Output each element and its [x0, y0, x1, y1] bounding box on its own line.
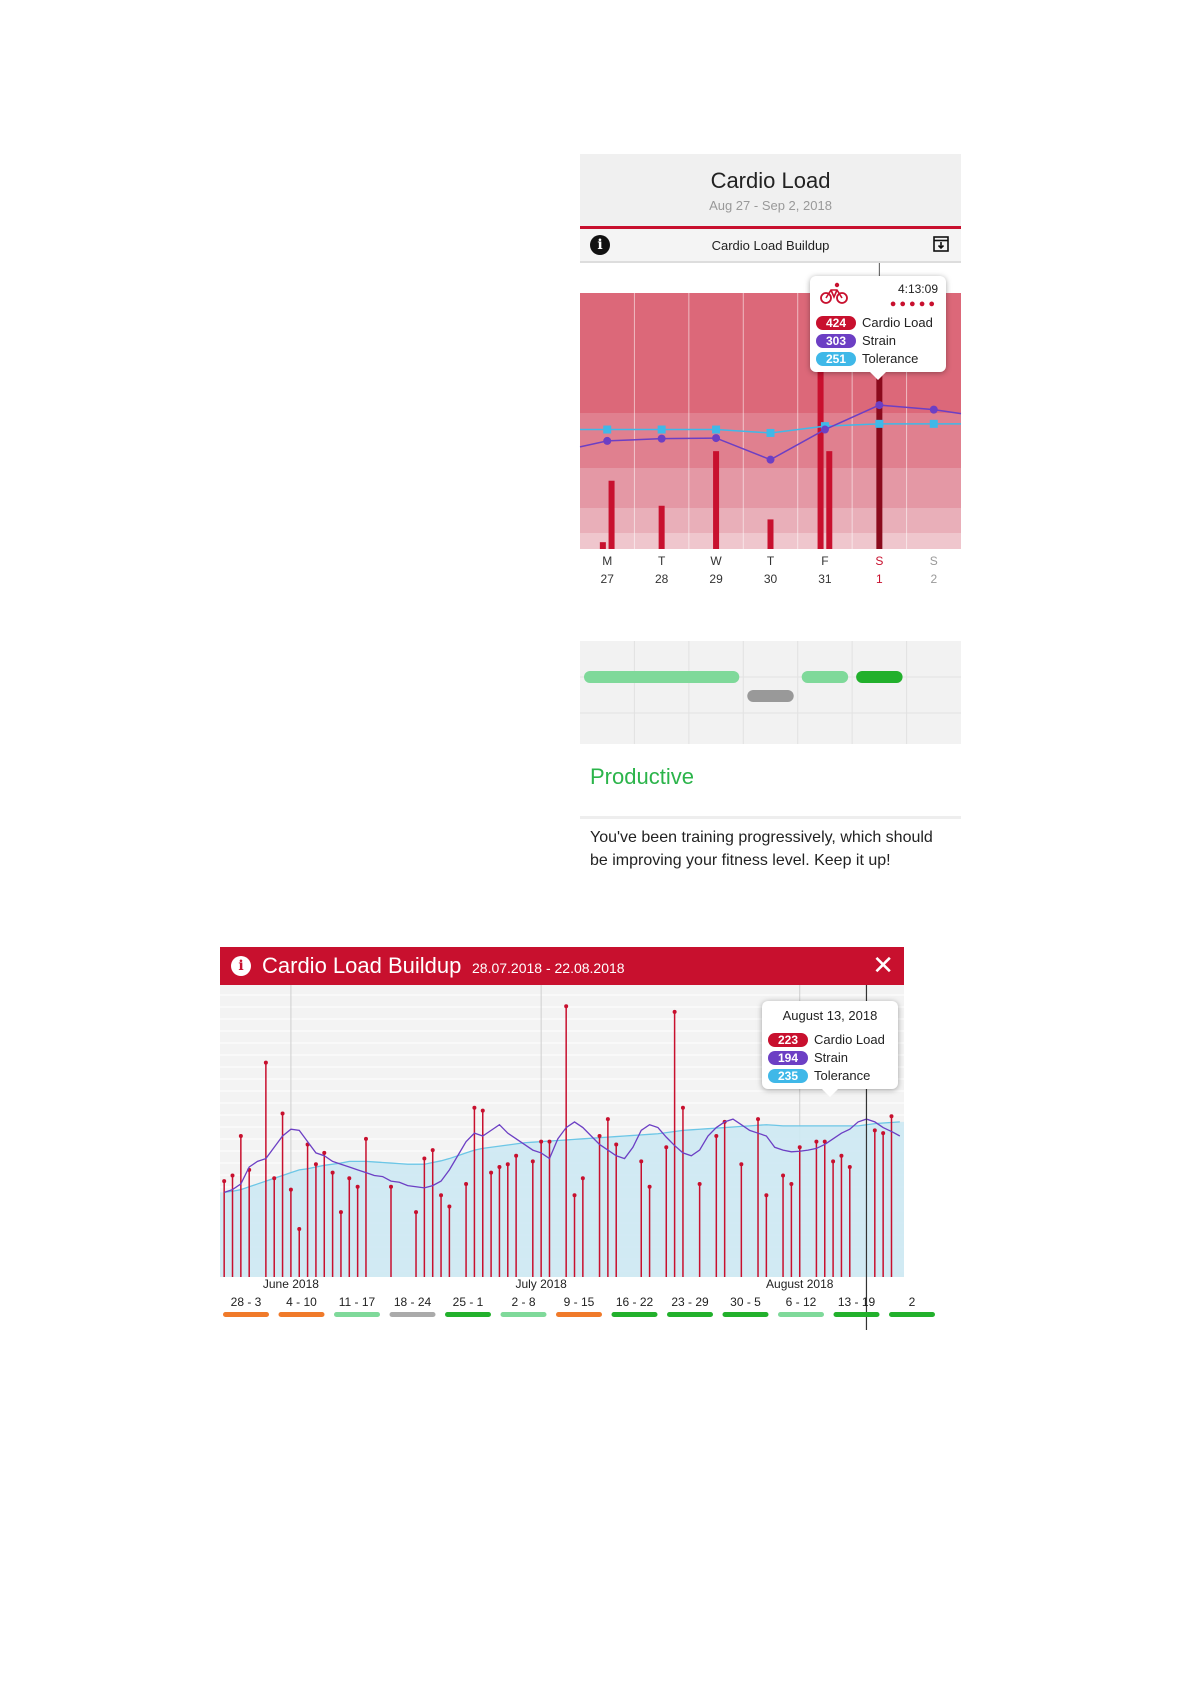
- week-status-bar: [556, 1312, 602, 1317]
- cardio-load-point: [814, 1140, 818, 1144]
- cardio-load-bar: [600, 542, 606, 549]
- day-date-label: 28: [654, 572, 669, 586]
- day-date-label: 31: [818, 572, 832, 586]
- cardio-load-point: [431, 1148, 435, 1152]
- cardio-load-point: [364, 1137, 368, 1141]
- week-label: 9 - 15: [563, 1295, 595, 1309]
- week-status-bar: [889, 1312, 935, 1317]
- cardio-load-point: [789, 1182, 793, 1186]
- cardio-load-bar: [659, 506, 665, 549]
- cardio-load-point: [506, 1162, 510, 1166]
- tooltip-row-tolerance: [768, 1067, 870, 1083]
- day-of-week-label: T: [766, 554, 775, 568]
- week-status-bar: [279, 1312, 325, 1317]
- week-label: 4 - 10: [286, 1295, 317, 1309]
- day-date-label: 27: [600, 572, 614, 586]
- cardio-load-point: [314, 1162, 318, 1166]
- cardio-load-point: [739, 1162, 743, 1166]
- cardio-load-point: [606, 1117, 610, 1121]
- info-icon[interactable]: i: [231, 956, 251, 976]
- cardio-load-point: [289, 1188, 293, 1192]
- week-label: 28 - 3: [230, 1295, 262, 1309]
- cardio-load-point: [714, 1134, 718, 1138]
- cardio-load-point: [222, 1179, 226, 1183]
- tooltip-row-strain: [816, 332, 896, 348]
- cardio-load-point: [422, 1157, 426, 1161]
- buildup-title: Cardio Load Buildup: [262, 953, 462, 978]
- cardio-load-point: [497, 1165, 501, 1169]
- day-of-week-label: S: [875, 554, 884, 568]
- week-label: 30 - 5: [730, 1295, 761, 1309]
- section-divider: [580, 816, 961, 819]
- week-label: 13 - 19: [837, 1295, 876, 1309]
- week-status-bar: [723, 1312, 769, 1317]
- cardio-load-point: [664, 1145, 668, 1149]
- tolerance-value: 251: [816, 352, 856, 366]
- day-of-week-label: F: [821, 554, 829, 568]
- strain-point: [875, 401, 883, 409]
- chart-toolbar: [580, 229, 961, 263]
- week-status-bar: [834, 1312, 880, 1317]
- training-status: Productive: [590, 764, 694, 789]
- cardio-load-point: [764, 1193, 768, 1197]
- strain-label: Strain: [814, 1050, 848, 1066]
- month-label: June 2018: [262, 1277, 319, 1291]
- week-label: 2 - 8: [511, 1295, 536, 1309]
- strain-value: 303: [816, 334, 856, 348]
- buildup-title-bar: [220, 947, 904, 985]
- day-date-label: 2: [930, 572, 938, 586]
- tolerance-label: Tolerance: [814, 1068, 871, 1084]
- cardio-load-value: 424: [816, 316, 856, 330]
- cardio-load-bar: [826, 451, 832, 549]
- chart-tooltip: [810, 276, 946, 372]
- tolerance-point: [930, 420, 938, 428]
- cardio-load-point: [414, 1210, 418, 1214]
- status-segment: [856, 671, 902, 683]
- chart-title: Cardio Load Buildup: [711, 238, 830, 253]
- tolerance-point: [658, 426, 666, 434]
- day-of-week-label: W: [710, 554, 722, 568]
- cardio-load-bar: [713, 451, 719, 549]
- strain-point: [930, 406, 938, 414]
- day-of-week-label: S: [929, 554, 938, 568]
- buildup-tooltip: [762, 1001, 898, 1089]
- day-date-label: 29: [709, 572, 723, 586]
- tolerance-value: 235: [768, 1069, 808, 1083]
- cardio-load-point: [514, 1154, 518, 1158]
- strain-point: [712, 434, 720, 442]
- cardio-load-point: [389, 1185, 393, 1189]
- cardio-load-point: [481, 1109, 485, 1113]
- week-label: 18 - 24: [393, 1295, 432, 1309]
- cardio-load-point: [756, 1117, 760, 1121]
- cardio-load-point: [339, 1210, 343, 1214]
- cardio-load-point: [297, 1227, 301, 1231]
- cardio-load-point: [889, 1114, 893, 1118]
- strain-label: Strain: [862, 333, 896, 349]
- strain-value: 194: [768, 1051, 808, 1065]
- load-zone-band: [580, 468, 961, 508]
- week-label: 2: [908, 1295, 916, 1309]
- cardio-load-point: [598, 1134, 602, 1138]
- cardio-load-point: [272, 1176, 276, 1180]
- tooltip-row-cardio-load: [768, 1031, 885, 1047]
- cardio-load-point: [539, 1140, 543, 1144]
- cardio-load-value: 223: [768, 1033, 808, 1047]
- cardio-load-point: [531, 1159, 535, 1163]
- intensity-dots: ●●●●●: [889, 298, 938, 310]
- tolerance-label: Tolerance: [862, 351, 919, 367]
- session-duration: 4:13:09: [897, 282, 938, 296]
- cardio-load-point: [564, 1004, 568, 1008]
- export-icon[interactable]: [933, 236, 949, 252]
- week-status-bar: [223, 1312, 269, 1317]
- cardio-load-point: [848, 1165, 852, 1169]
- cardio-load-point: [547, 1140, 551, 1144]
- cardio-load-point: [831, 1159, 835, 1163]
- cardio-load-point: [231, 1173, 235, 1177]
- strain-point: [658, 435, 666, 443]
- day-of-week-label: M: [602, 554, 613, 568]
- screen-header: [580, 154, 961, 226]
- week-label: 11 - 17: [338, 1295, 376, 1309]
- week-label: 25 - 1: [452, 1295, 484, 1309]
- cardio-load-point: [331, 1171, 335, 1175]
- strain-point: [767, 456, 775, 464]
- week-label: 23 - 29: [671, 1295, 709, 1309]
- tolerance-point: [767, 429, 775, 437]
- status-segment: [802, 671, 848, 683]
- day-date-label: 1: [876, 572, 883, 586]
- cardio-load-point: [673, 1010, 677, 1014]
- cardio-load-point: [839, 1154, 843, 1158]
- cardio-load-point: [439, 1193, 443, 1197]
- cardio-load-point: [356, 1185, 360, 1189]
- cardio-load-screen: [580, 154, 961, 897]
- cardio-load-point: [322, 1151, 326, 1155]
- close-icon[interactable]: ✕: [872, 950, 894, 980]
- week-status-bar: [667, 1312, 713, 1317]
- cardio-load-label: Cardio Load: [862, 315, 933, 331]
- strain-point: [603, 437, 611, 445]
- strain-point: [821, 426, 829, 434]
- tooltip-row-tolerance: [816, 350, 918, 366]
- tolerance-point: [712, 426, 720, 434]
- week-status-bar: [445, 1312, 491, 1317]
- week-label: 16 - 22: [615, 1295, 654, 1309]
- cardio-load-point: [681, 1106, 685, 1110]
- cardio-load-point: [281, 1111, 285, 1115]
- cycling-icon: [820, 282, 848, 304]
- tooltip-date: August 13, 2018: [782, 1008, 878, 1023]
- tolerance-point: [603, 426, 611, 434]
- cardio-load-point: [464, 1182, 468, 1186]
- status-segment: [584, 671, 739, 683]
- date-range: Aug 27 - Sep 2, 2018: [709, 198, 832, 213]
- buildup-date-range: 28.07.2018 - 22.08.2018: [472, 960, 625, 976]
- cardio-load-point: [573, 1193, 577, 1197]
- cardio-load-point: [581, 1176, 585, 1180]
- cardio-load-point: [472, 1106, 476, 1110]
- week-status-bar: [390, 1312, 436, 1317]
- status-segment: [747, 690, 793, 702]
- page-title: Cardio Load: [710, 168, 831, 193]
- cardio-load-point: [264, 1061, 268, 1065]
- cardio-load-point: [798, 1145, 802, 1149]
- tooltip-row-strain: [768, 1049, 848, 1065]
- cardio-load-buildup-panel: [220, 947, 916, 1330]
- cardio-load-point: [648, 1185, 652, 1189]
- month-label: July 2018: [515, 1277, 567, 1291]
- info-icon[interactable]: i: [590, 235, 610, 255]
- cardio-load-bar: [609, 481, 615, 549]
- cardio-load-point: [614, 1142, 618, 1146]
- cardio-load-point: [698, 1182, 702, 1186]
- cardio-load-point: [447, 1205, 451, 1209]
- tooltip-row-cardio-load: [816, 314, 933, 330]
- week-status-bar: [778, 1312, 824, 1317]
- cardio-load-label: Cardio Load: [814, 1032, 885, 1048]
- day-of-week-label: T: [657, 554, 666, 568]
- status-message: You've been training progressively, which should be improving your fitness level. Keep it up!: [590, 829, 933, 869]
- cardio-load-point: [489, 1171, 493, 1175]
- tolerance-point: [875, 420, 883, 428]
- week-status-bar: [334, 1312, 380, 1317]
- cardio-load-point: [347, 1176, 351, 1180]
- week-status-bar: [501, 1312, 547, 1317]
- cardio-load-point: [881, 1131, 885, 1135]
- cardio-load-point: [781, 1173, 785, 1177]
- cardio-load-point: [873, 1128, 877, 1132]
- week-status-bar: [612, 1312, 658, 1317]
- cardio-load-bar: [768, 519, 774, 549]
- weekly-status-strip: [580, 641, 961, 744]
- week-label: 6 - 12: [785, 1295, 817, 1309]
- cardio-load-point: [639, 1159, 643, 1163]
- month-label: August 2018: [766, 1277, 834, 1291]
- cardio-load-point: [239, 1134, 243, 1138]
- day-date-label: 30: [763, 572, 778, 586]
